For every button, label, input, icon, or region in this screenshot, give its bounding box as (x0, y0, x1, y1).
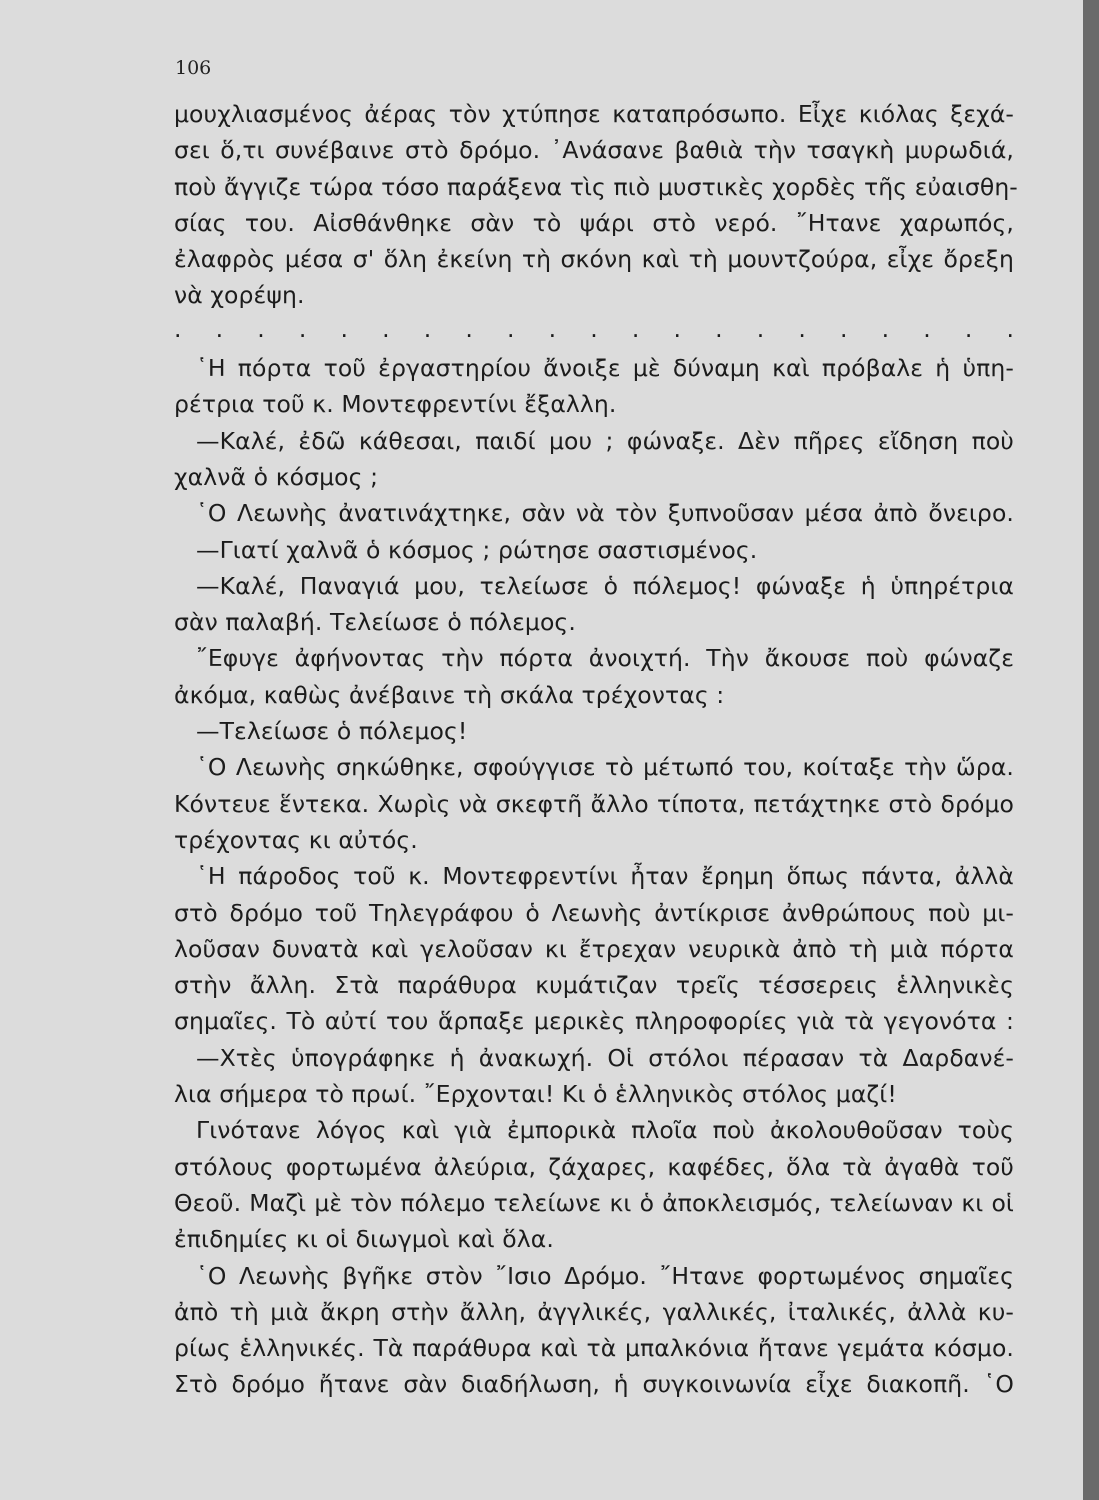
text-line: Θεοῦ. Μαζὶ μὲ τὸν πόλεμο τελείωνε κι ὁ ἀποκλεισμός, τελείωναν κι οἱ (174, 1188, 1014, 1217)
text-line: τρέχοντας κι αὐτός. (174, 825, 418, 854)
text-line: ῾Η πάροδος τοῦ κ. Μοντεφρεντίνι ἦταν ἔρημη ὅπως πάντα, ἀλλὰ (196, 862, 1014, 891)
text-line: ῾Ο Λεωνὴς βγῆκε στὸν ῎Ισιο Δρόμο. ῎Ητανε φορτωμένος σημαῖες (196, 1261, 1014, 1290)
text-line: ῾Ο Λεωνὴς ἀνατινάχτηκε, σὰν νὰ τὸν ξυπνοῦσαν μέσα ἀπὸ ὄνειρο. (196, 499, 1014, 528)
text-line: ἀπὸ τὴ μιὰ ἄκρη στὴν ἄλλη, ἀγγλικές, γαλλικές, ἰταλικές, ἀλλὰ κυ- (174, 1297, 1014, 1326)
text-line: σὰν παλαβή. Τελείωσε ὁ πόλεμος. (174, 608, 576, 637)
text-line: —Καλέ, Παναγιά μου, τελείωσε ὁ πόλεμος! φώναξε ἡ ὑπηρέτρια (196, 571, 1014, 600)
text-line: Κόντευε ἕντεκα. Χωρὶς νὰ σκεφτῆ ἄλλο τίποτα, πετάχτηκε στὸ δρόμο (174, 789, 1014, 818)
text-line: σίας του. Αἰσθάνθηκε σὰν τὸ ψάρι στὸ νερό. ῎Ητανε χαρωπός, (174, 208, 1014, 237)
text-line: —Καλέ, ἐδῶ κάθεσαι, παιδί μου ; φώναξε. Δὲν πῆρες εἴδηση ποὺ (196, 426, 1014, 455)
text-line: ῎Εφυγε ἀφήνοντας τὴν πόρτα ἀνοιχτή. Τὴν ἄκουσε ποὺ φώναζε (196, 644, 1014, 673)
text-line: ῾Ο Λεωνὴς σηκώθηκε, σφούγγισε τὸ μέτωπό του, κοίταξε τὴν ὥρα. (196, 753, 1014, 782)
section-break-dots: . . . . . . . . . . . . . . . . . . . . . (174, 314, 1014, 343)
text-line: —Χτὲς ὑπογράφηκε ἡ ἀνακωχή. Οἱ στόλοι πέρασαν τὰ Δαρδανέ- (196, 1043, 1014, 1072)
text-line: νὰ χορέψη. (174, 281, 305, 310)
body-text (174, 96, 1018, 1403)
text-line: στὸ δρόμο τοῦ Τηλεγράφου ὁ Λεωνὴς ἀντίκρισε ἀνθρώπους ποὺ μι- (174, 898, 1014, 927)
text-line: —Τελείωσε ὁ πόλεμος! (196, 717, 468, 746)
text-line: ρέτρια τοῦ κ. Μοντεφρεντίνι ἔξαλλη. (174, 390, 617, 419)
text-line: στὴν ἄλλη. Στὰ παράθυρα κυμάτιζαν τρεῖς τέσσερεις ἑλληνικὲς (174, 971, 1014, 1000)
text-line: λια σήμερα τὸ πρωί. ῎Ερχονται! Κι ὁ ἑλληνικὸς στόλος μαζί! (174, 1080, 897, 1109)
text-line: χαλνᾶ ὁ κόσμος ; (174, 462, 379, 491)
text-line: λοῦσαν δυνατὰ καὶ γελοῦσαν κι ἔτρεχαν νευρικὰ ἀπὸ τὴ μιὰ πόρτα (174, 934, 1014, 963)
text-line: μουχλιασμένος ἀέρας τὸν χτύπησε καταπρόσωπο. Εἶχε κιόλας ξεχά- (174, 100, 1014, 128)
text-line: ρίως ἑλληνικές. Τὰ παράθυρα καὶ τὰ μπαλκόνια ἤτανε γεμάτα κόσμο. (174, 1334, 1014, 1363)
text-line: ἀκόμα, καθὼς ἀνέβαινε τὴ σκάλα τρέχοντας : (174, 680, 725, 709)
text-line: ἐπιδημίες κι οἱ διωγμοὶ καὶ ὅλα. (174, 1225, 554, 1254)
text-line: ῾Η πόρτα τοῦ ἐργαστηρίου ἄνοιξε μὲ δύναμη καὶ πρόβαλε ἡ ὑπη- (196, 354, 1014, 383)
text-line: στόλους φορτωμένα ἀλεύρια, ζάχαρες, καφέδες, ὅλα τὰ ἀγαθὰ τοῦ (174, 1152, 1014, 1181)
text-line: σημαῖες. Τὸ αὐτί του ἅρπαξε μερικὲς πληροφορίες γιὰ τὰ γεγονότα : (174, 1007, 1014, 1036)
text-line: ἐλαφρὸς μέσα σ' ὅλη ἐκείνη τὴ σκόνη καὶ τὴ μουντζούρα, εἶχε ὄρεξη (174, 245, 1014, 274)
text-line: —Γιατί χαλνᾶ ὁ κόσμος ; ρώτησε σαστισμένος. (196, 535, 758, 564)
text-line: σει ὅ,τι συνέβαινε στὸ δρόμο. ᾿Ανάσανε βαθιὰ τὴν τσαγκὴ μυρωδιά, (174, 136, 1014, 165)
text-line: ποὺ ἄγγιζε τώρα τόσο παράξενα τὶς πιὸ μυστικὲς χορδὲς τῆς εὐαισθη- (174, 172, 1018, 201)
page-number: 106 (175, 57, 212, 79)
page-edge-shadow (1083, 0, 1099, 1500)
text-line: Γινότανε λόγος καὶ γιὰ ἐμπορικὰ πλοῖα ποὺ ἀκολουθοῦσαν τοὺς (196, 1116, 1014, 1145)
text-line: Στὸ δρόμο ἤτανε σὰν διαδήλωση, ἡ συγκοινωνία εἶχε διακοπῆ. ῾Ο (174, 1370, 1014, 1399)
